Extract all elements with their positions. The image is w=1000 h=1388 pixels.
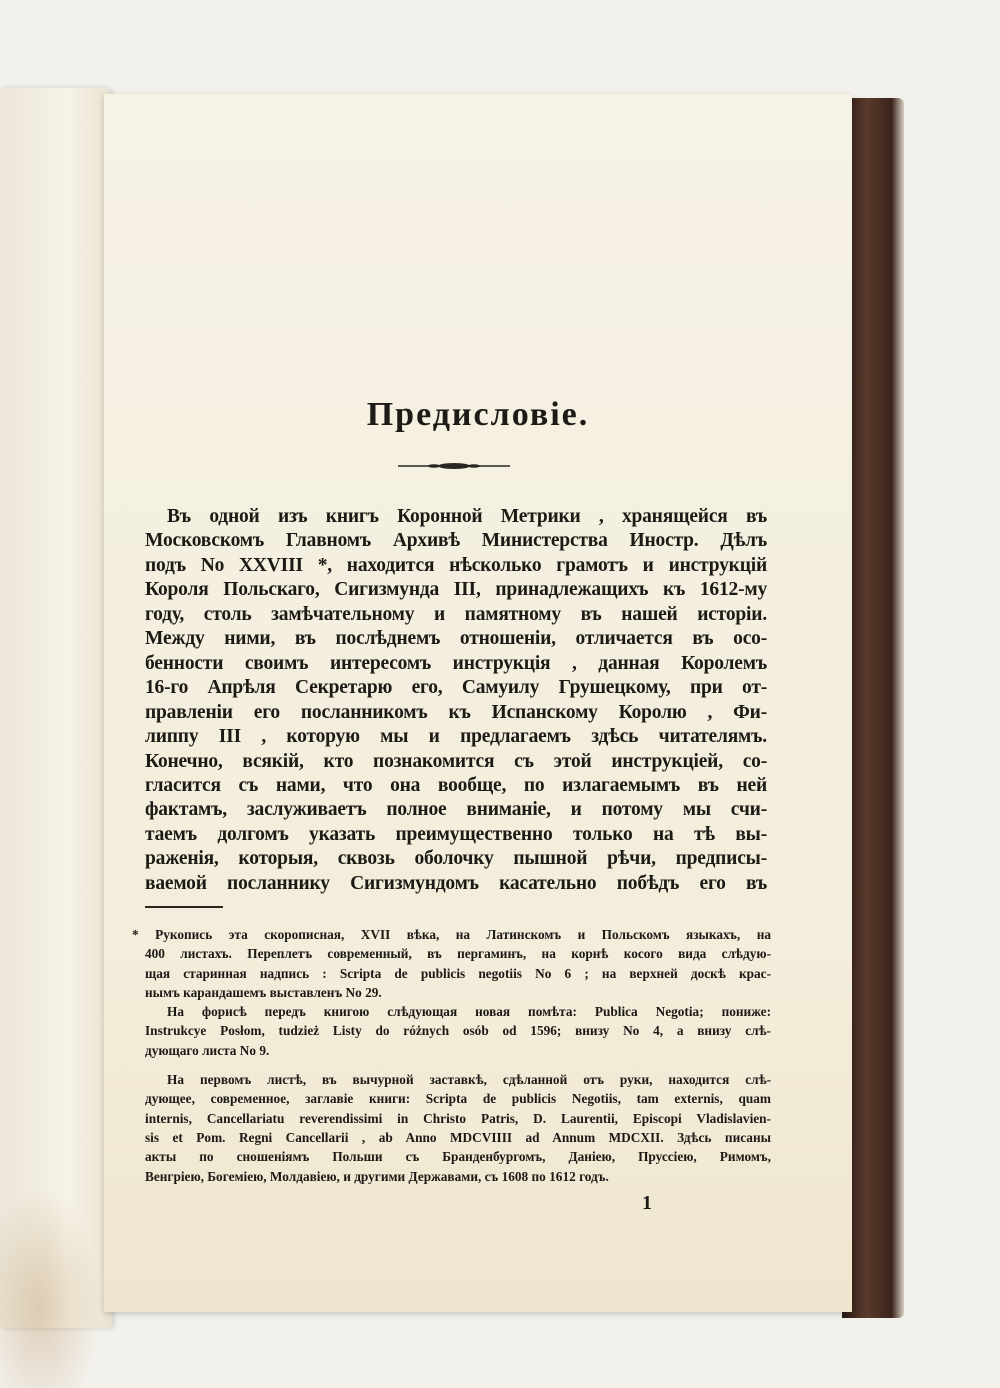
body-text-line: раженія, которыя, сквозь оболочку пышной рѣчи, предписы- bbox=[145, 848, 767, 870]
footnote-line: internis, Cancellariatu reverendissimi in Christo Patris, D. Laurentii, Episcopi Vladislavien- bbox=[145, 1110, 771, 1126]
body-text-line: бенности своимъ интересомъ инструкція , данная Королемъ bbox=[145, 652, 767, 674]
footnote-line: акты по сношеніямъ Польши съ Бранденбургомъ, Даніею, Пруссіею, Римомъ, bbox=[145, 1149, 771, 1165]
body-text-line: ваемой посланнику Сигизмундомъ касательно побѣдъ его въ bbox=[145, 872, 767, 894]
body-text-line: правленіи его посланникомъ къ Испанскому Королю , Фи- bbox=[145, 701, 767, 723]
footnote-line: дующее, современное, заглавіе книги: Scripta de publicis Negotiis, tam externis, quam bbox=[145, 1091, 771, 1107]
body-text-line: году, столь замѣчательному и памятному въ нашей исторіи. bbox=[145, 603, 767, 625]
body-text-line: Короля Польскаго, Сигизмунда III, принадлежащихъ къ 1612-му bbox=[145, 579, 767, 601]
footnote-line: нымъ карандашемъ выставленъ No 29. bbox=[145, 984, 382, 1000]
body-text-line: Московскомъ Главномъ Архивѣ Министерства Иностр. Дѣлъ bbox=[145, 530, 767, 552]
age-stain bbox=[0, 1188, 100, 1388]
footnote-line: Венгріею, Богеміею, Молдавіею, и другими Державами, съ 1608 по 1612 годъ. bbox=[145, 1168, 609, 1184]
body-text-line: липпу III , которую мы и предлагаемъ здѣсь читателямъ. bbox=[145, 726, 767, 748]
footnote-line: Instrukcye Posłom, tudzież Listy do różnych osób od 1596; внизу No 4, а внизу слѣ- bbox=[145, 1023, 771, 1039]
footnote-line: дующаго листа No 9. bbox=[145, 1042, 270, 1058]
footnote-line: На первомъ листѣ, въ вычурной заставкѣ, сдѣланной отъ руки, находится слѣ- bbox=[167, 1072, 771, 1087]
footnote-line: На форисѣ передъ книгою слѣдующая новая помѣта: Publica Negotia; пониже: bbox=[167, 1004, 771, 1019]
footnote-line: 400 листахъ. Переплетъ современный, въ пергаминъ, на корнѣ косого вида слѣдую- bbox=[145, 946, 771, 962]
ornament-divider bbox=[398, 462, 510, 470]
body-text-line: Конечно, всякій, кто познакомится съ этой инструкціей, со- bbox=[145, 750, 767, 772]
body-text-line: подъ No XXVIII *, находится нѣсколько грамотъ и инструкцій bbox=[145, 554, 767, 576]
footnote-line: sis et Pom. Regni Cancellarii , ab Anno MDCVIIII ad Annum MDCXII. Здѣсь писаны bbox=[145, 1129, 771, 1145]
body-text-line: фактамъ, заслуживаетъ полное вниманіе, и потому мы счи- bbox=[145, 799, 767, 821]
body-text-line: Въ одной изъ книгъ Коронной Метрики , хранящейся въ bbox=[167, 506, 767, 527]
left-page bbox=[0, 88, 112, 1328]
book-page bbox=[104, 94, 852, 1312]
footnote-rule bbox=[145, 906, 223, 908]
footnote-line: щая старинная надпись : Scripta de publicis negotiis No 6 ; на верхней доскѣ крас- bbox=[145, 965, 771, 981]
page-number: 1 bbox=[642, 1192, 652, 1214]
footnote-line: * Рукопись эта скорописная, XVII вѣка, на Латинскомъ и Польскомъ языкахъ, на bbox=[132, 927, 771, 942]
body-text-line: таемъ долгомъ указать преимущественно только на тѣ вы- bbox=[145, 823, 767, 845]
body-text-line: Между ними, въ послѣднемъ отношеніи, отличается въ осо- bbox=[145, 628, 767, 650]
body-text-line: гласится съ нами, что она вообще, по излагаемымъ въ ней bbox=[145, 774, 767, 796]
page-title: Предисловіе. bbox=[366, 396, 590, 433]
body-text-line: 16-го Апрѣля Секретарю его, Самуилу Грушецкому, при от- bbox=[145, 677, 767, 699]
